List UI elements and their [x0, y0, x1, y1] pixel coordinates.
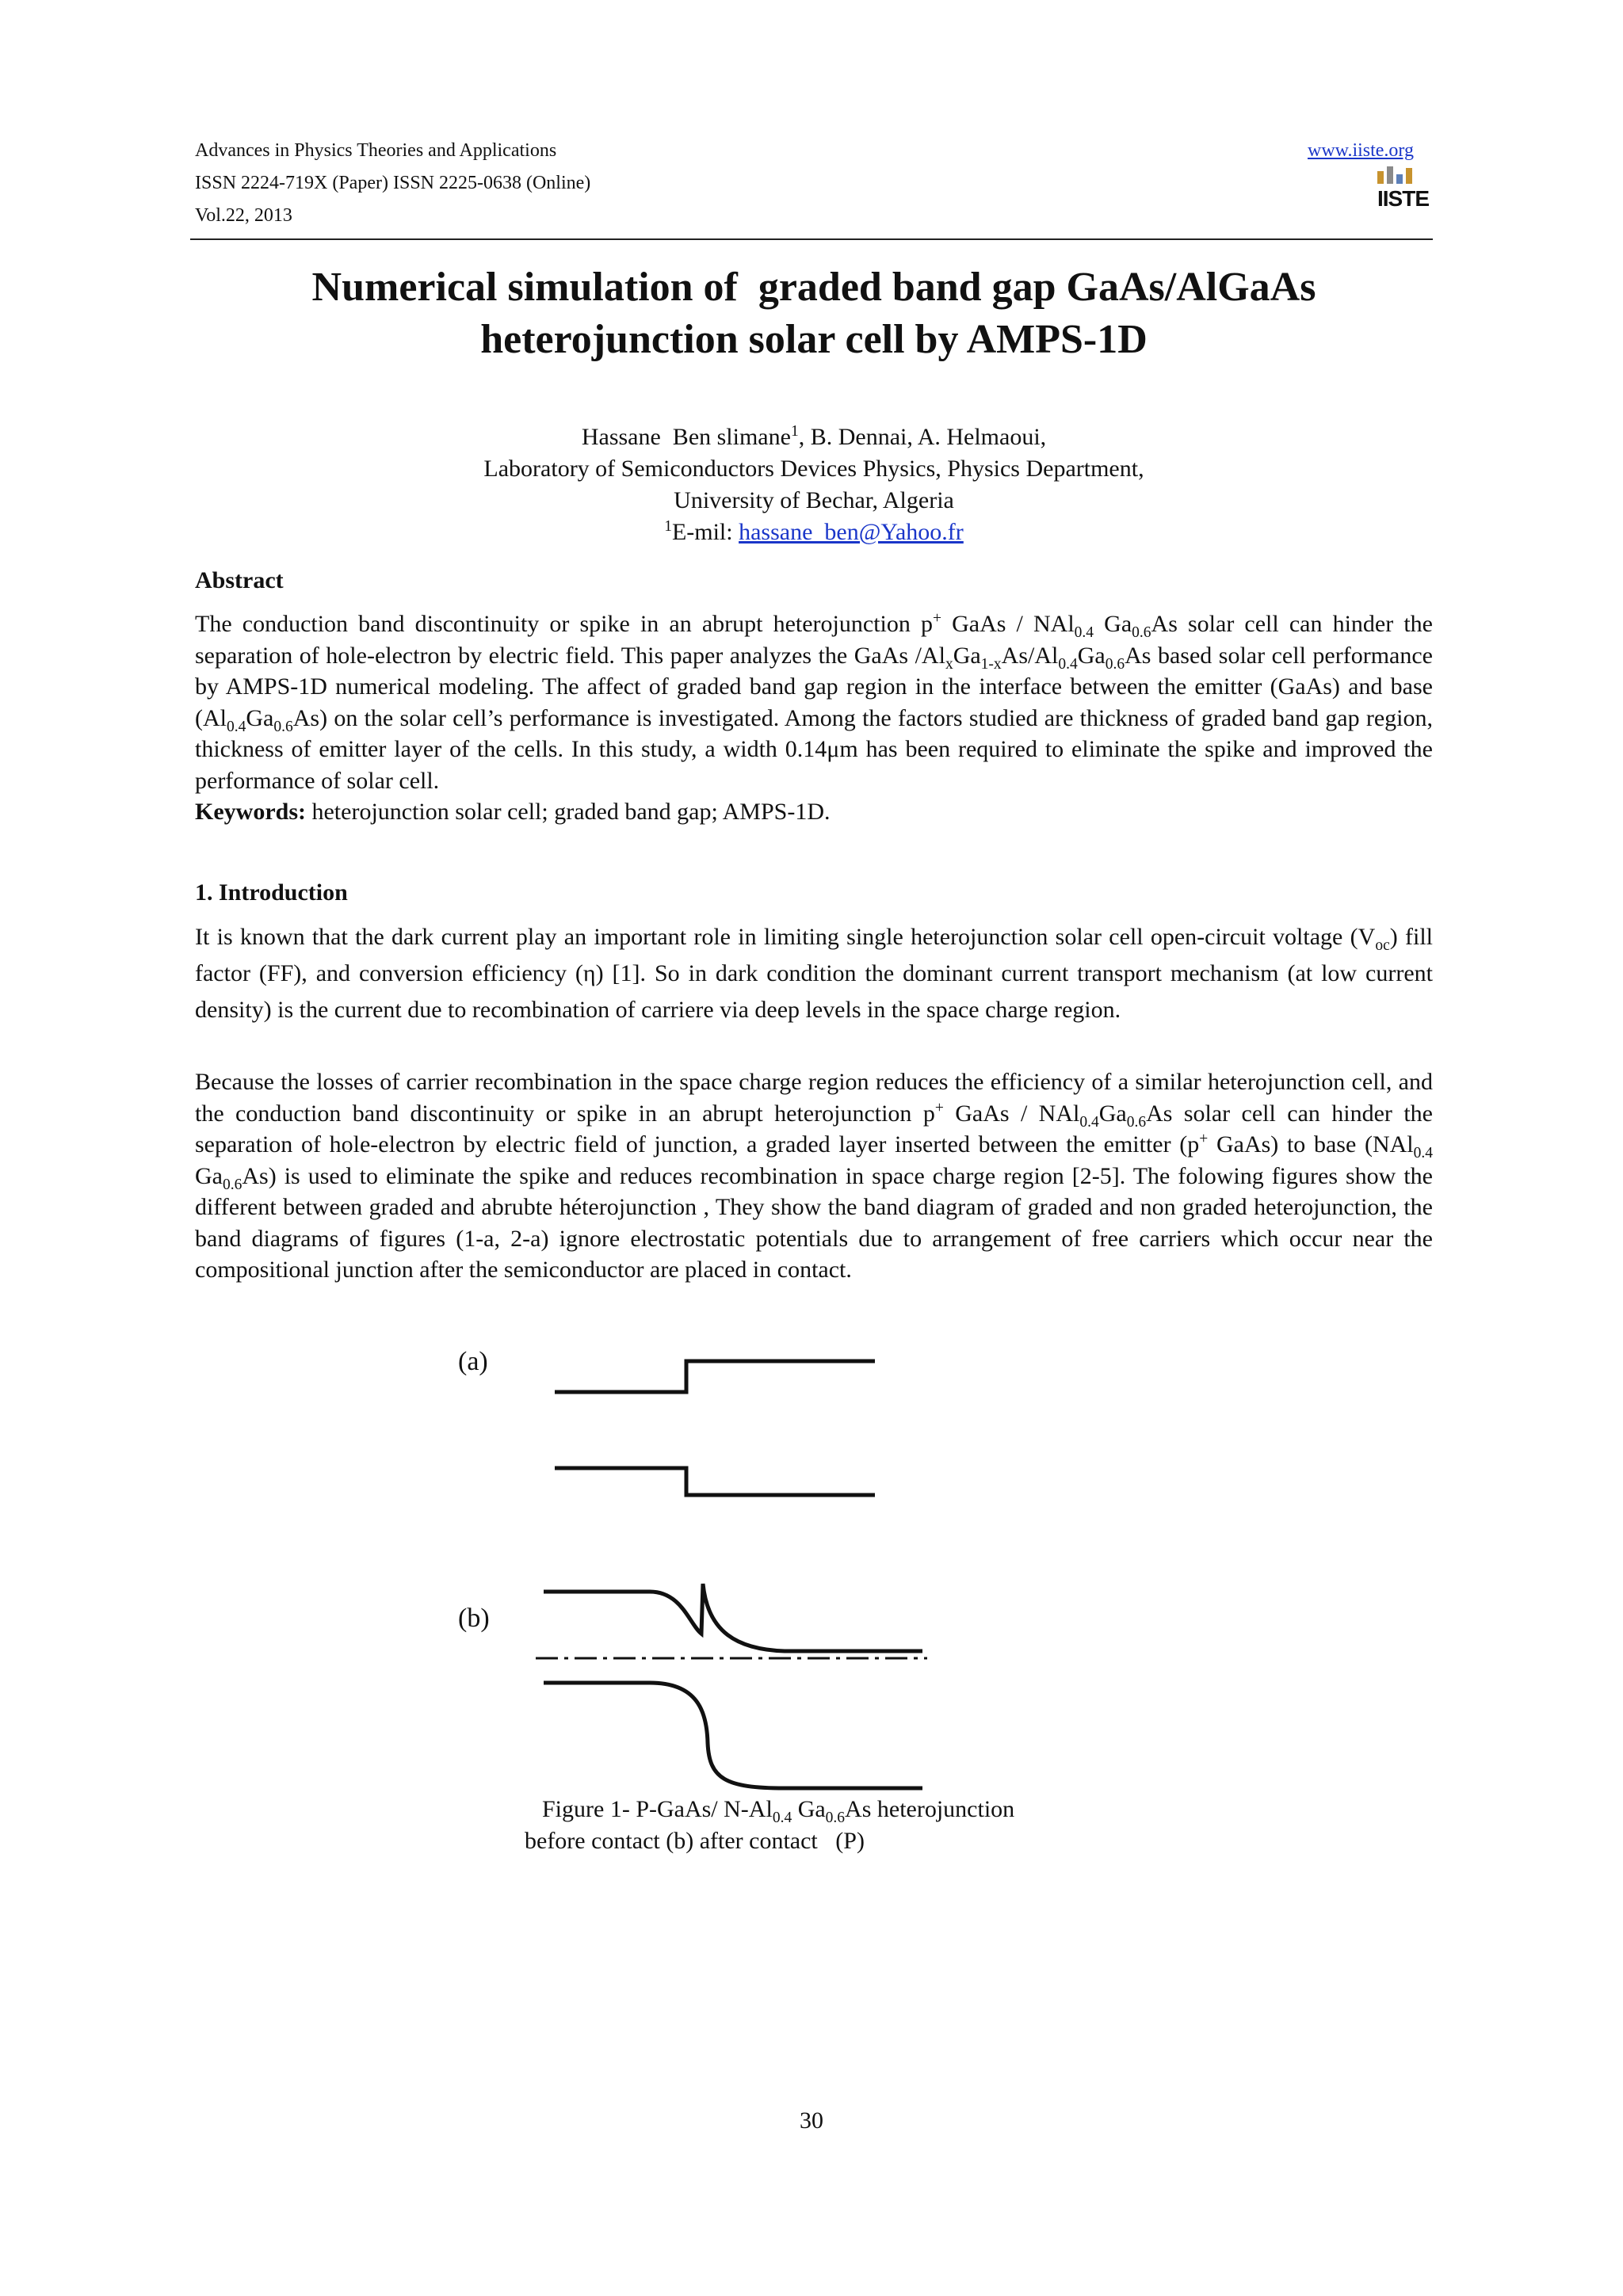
figure-label-b: (b): [458, 1604, 490, 1633]
abstract-part: Ga: [1077, 642, 1106, 669]
intro-part: Because the losses of carrier recombination in the space charge region reduces the efficiency of a similar heterojunction cell, and the conduction band discontinuity or spike in an abrupt heterojunction p: [195, 1069, 1433, 1127]
intro-part: As solar cell can hinder the separation of hole-electron by electric field of junction, a graded layer inserted between the emitter (p: [195, 1100, 1433, 1158]
sup: +: [934, 1099, 944, 1116]
author-lab: Laboratory of Semiconductors Devices Physics, Physics Department,: [483, 456, 1144, 482]
abstract-part: Ga: [246, 704, 274, 731]
website-link[interactable]: www.iiste.org: [1308, 140, 1414, 161]
abstract-part: As/Al: [1001, 642, 1059, 669]
band-diagram-a: [555, 1361, 875, 1495]
email-link[interactable]: hassane_ben@Yahoo.fr: [739, 519, 964, 545]
sub: 0.6: [1105, 655, 1125, 673]
sub: 0.6: [222, 1176, 242, 1193]
sub: 0.4: [1058, 655, 1078, 673]
abstract-heading: Abstract: [195, 567, 284, 593]
figure-label-a: (a): [458, 1347, 488, 1376]
intro-part: GaAs) to base (NAl: [1208, 1131, 1414, 1158]
sub: 0.6: [1132, 624, 1151, 641]
abstract-part: GaAs / NAl: [941, 611, 1075, 637]
sub: 0.6: [1126, 1113, 1147, 1131]
valence-band-abrupt: [555, 1468, 875, 1495]
intro-part: As) is used to eliminate the spike and reduces recombination in space charge region [2-5]. The folowing figures show the different between graded and abrubte héterojunction , They show the band diagram of graded and non graded heterojunction, the band diagrams of figures (1-a, 2-a) ignore electrostatic potentials due to arrangement of free carriers which occur near the compositional junction after the semiconductor are placed in contact.: [195, 1162, 1433, 1283]
journal-name: Advances in Physics Theories and Applications: [195, 140, 557, 161]
intro-part: ) fill factor (FF), and conversion efficiency (η) [1]. So in dark condition the dominant current transport mechanism (at low current density) is the current due to recombination of carriere via deep levels in the space charge region.: [195, 924, 1433, 1023]
intro-part: It is known that the dark current play an important role in limiting single heterojunction solar cell open-circuit voltage (V: [195, 924, 1376, 950]
keywords-label: Keywords:: [195, 799, 306, 825]
introduction-heading: 1. Introduction: [195, 879, 348, 906]
sub: oc: [1375, 937, 1390, 954]
conduction-band-abrupt: [555, 1361, 875, 1392]
caption-part: As heterojunction: [845, 1796, 1015, 1822]
figure-caption-line-1: [542, 1794, 1014, 1825]
volume: Vol.22, 2013: [195, 205, 292, 226]
abstract-part: Ga: [1094, 611, 1132, 637]
abstract-part: As based solar cell performance by AMPS-1D numerical modeling. The affect of graded band gap region in the interface between the emitter (GaAs) and base (Al: [195, 642, 1433, 731]
author-university: University of Bechar, Algeria: [674, 487, 954, 513]
author-name: Hassane Ben slimane: [581, 424, 791, 450]
conduction-band-spike: [544, 1584, 922, 1651]
page-number: 30: [800, 2107, 823, 2134]
intro-part: Ga: [1098, 1100, 1127, 1127]
abstract-part: The conduction band discontinuity or spike in an abrupt heterojunction p: [195, 611, 933, 637]
keywords: heterojunction solar cell; graded band gap; AMPS-1D.: [305, 799, 831, 825]
sub: 0.6: [273, 718, 293, 735]
sub: 0.4: [1079, 1113, 1099, 1131]
abstract-part: Ga: [953, 642, 981, 669]
sub: 0.4: [1074, 624, 1094, 641]
title-line-1: Numerical simulation of graded band gap GaAs/AlGaAs: [311, 265, 1316, 310]
sub: 0.4: [772, 1810, 792, 1826]
abstract-part: As) on the solar cell’s performance is investigated. Among the factors studied are thickness of graded band gap region, thickness of emitter layer of the cells. In this study, a width 0.14μm has been required to eliminate the spike and improved the performance of solar cell.: [195, 704, 1433, 794]
caption-part: Ga: [792, 1796, 826, 1822]
sup: +: [1199, 1131, 1209, 1147]
co-authors: , B. Dennai, A. Helmaoui,: [798, 424, 1047, 450]
sub: 0.6: [825, 1810, 846, 1826]
title-line-2: heterojunction solar cell by AMPS-1D: [480, 317, 1148, 362]
intro-part: GaAs / NAl: [943, 1100, 1080, 1127]
sub: x: [945, 655, 953, 673]
logo-text: IISTE: [1377, 186, 1430, 211]
caption-part: Figure 1- P-GaAs/ N-Al: [542, 1796, 773, 1822]
sub: 0.4: [1413, 1145, 1434, 1161]
sub: 0.4: [227, 718, 246, 735]
email-mark: 1: [664, 518, 672, 535]
affiliation-mark: 1: [790, 423, 799, 440]
band-diagram-b: [536, 1584, 927, 1788]
abstract-part: As solar cell can hinder the separation of hole-electron by electric field. This paper analyzes the GaAs /Al: [195, 611, 1433, 669]
email-label: E-mil:: [671, 519, 739, 545]
issn: ISSN 2224-719X (Paper) ISSN 2225-0638 (Online): [195, 173, 591, 193]
sup: +: [932, 610, 941, 627]
valence-band-bend: [544, 1683, 922, 1788]
sub: 1-x: [980, 655, 1002, 673]
figure-caption-line-2: before contact (b) after contact (P): [525, 1828, 865, 1854]
intro-part: Ga: [195, 1162, 223, 1189]
